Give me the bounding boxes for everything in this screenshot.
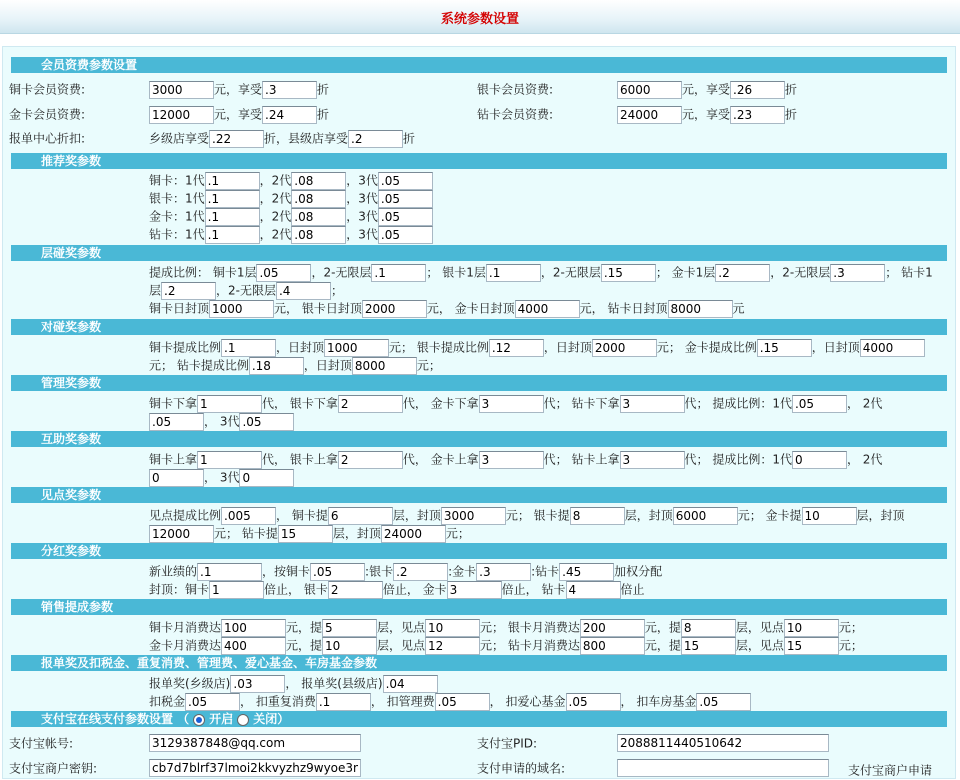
- diamond-weight-input[interactable]: [559, 563, 614, 581]
- car-fund-input[interactable]: [696, 693, 751, 711]
- off-label: 关闭: [253, 712, 278, 726]
- layer-unit: 层: [149, 283, 162, 298]
- section-layer-bonus: [11, 245, 947, 261]
- unit-label: 元；: [445, 526, 470, 541]
- silver-up-input[interactable]: [338, 451, 403, 469]
- alipay-on-radio[interactable]: [193, 714, 205, 726]
- point-label: 层，见点: [377, 620, 426, 635]
- diamond-rate-input[interactable]: [249, 357, 304, 375]
- gold-fee-input[interactable]: [149, 106, 214, 124]
- alipay-apply-row: [848, 761, 932, 779]
- pid-label: 支付宝PID:: [477, 736, 538, 751]
- silver-point-input[interactable]: [784, 619, 839, 637]
- performance-input[interactable]: [197, 563, 262, 581]
- rate3-label: ， 3代: [204, 470, 240, 485]
- gold-label: 代， 金卡下拿: [402, 396, 479, 411]
- section-pair-bonus: [11, 319, 947, 335]
- gen-label: ，2代: [259, 227, 292, 242]
- cap-label: 层，封顶: [856, 508, 905, 523]
- cap-label: 层，封顶: [624, 508, 673, 523]
- diamond-up-input[interactable]: [620, 451, 685, 469]
- section-title: 对碰奖参数: [41, 320, 102, 334]
- pair-row1: [149, 338, 925, 356]
- manage-row1: [149, 394, 882, 412]
- copper-daily-cap-input[interactable]: [209, 300, 274, 318]
- infinite-layer-label: ，2-无限层: [216, 283, 276, 298]
- silver-cap-input[interactable]: [592, 339, 657, 357]
- section-mutual-bonus: [11, 431, 947, 447]
- copper-rate-input[interactable]: [322, 619, 377, 637]
- mutual-row1: [149, 450, 882, 468]
- close-paren: ）: [277, 712, 290, 726]
- silver-weight-input[interactable]: [393, 563, 448, 581]
- point-row2: [149, 524, 470, 542]
- silver-down-input[interactable]: [338, 395, 403, 413]
- alipay-key-label-row: [9, 759, 97, 777]
- unit-label: 元；: [838, 638, 863, 653]
- gen3-input[interactable]: [378, 172, 433, 190]
- row-label: 钻卡：1代: [149, 227, 205, 242]
- town-label: 乡级店享受: [149, 131, 210, 146]
- town-label: 报单奖(乡级店): [149, 676, 231, 691]
- diamond-label: 元； 钻卡月消费达: [480, 638, 580, 653]
- rate-label: 代； 提成比例：1代: [684, 452, 792, 467]
- diamond-down-input[interactable]: [620, 395, 685, 413]
- point-label: 层，见点: [735, 620, 784, 635]
- diamond-layer-input[interactable]: [278, 525, 333, 543]
- silver-layer-input[interactable]: [570, 507, 625, 525]
- infinite-layer-label: ，2-无限层: [540, 265, 601, 280]
- recommend-row-gold: [149, 207, 433, 225]
- rate2-label: ， 2代: [846, 452, 883, 467]
- point-rate-label: 见点提成比例: [149, 508, 222, 523]
- silver-rate-input[interactable]: [681, 619, 736, 637]
- diamond-label: 代； 钻卡上拿: [543, 452, 620, 467]
- unit-label: 折: [785, 107, 798, 122]
- gen1-input[interactable]: [205, 226, 260, 244]
- gold-weight-input[interactable]: [476, 563, 531, 581]
- row-label: 银卡：1代: [149, 191, 205, 206]
- section-member-fee: [11, 57, 947, 73]
- point-label: 层，见点: [377, 638, 426, 653]
- silver-label: 代， 银卡上拿: [262, 452, 338, 467]
- love-label: ， 扣爱心基金: [489, 694, 566, 709]
- town-bonus-input[interactable]: [230, 675, 285, 693]
- alipay-domain-input[interactable]: [617, 759, 829, 777]
- silver-label: 代， 银卡下拿: [262, 396, 338, 411]
- layer-caps-row: [149, 299, 745, 317]
- center-discount-fields: [149, 129, 415, 147]
- copper-label: ，按铜卡: [262, 564, 311, 579]
- recommend-row-diamond: [149, 225, 433, 243]
- copper-rate-label: 铜卡提成比例: [149, 340, 222, 355]
- cap-label: ，日封顶: [811, 340, 860, 355]
- repeat-consume-input[interactable]: [316, 693, 371, 711]
- diamond-cap-input[interactable]: [352, 357, 417, 375]
- copper-label: ， 铜卡提: [276, 508, 328, 523]
- section-sales: [11, 599, 947, 615]
- diamond-cap-label: 元， 钻卡日封顶: [579, 301, 668, 316]
- alipay-pid-label-row: [477, 734, 537, 752]
- sales-row1: [149, 618, 863, 636]
- cap-label: 层，封顶: [332, 526, 381, 541]
- copper-label: 铜卡下拿: [149, 396, 198, 411]
- gen-label: ，3代: [346, 209, 378, 224]
- diamond-layer-label: ； 钻卡1: [885, 265, 933, 280]
- gold-label: :金卡: [448, 564, 477, 579]
- rate2-label: ， 2代: [846, 396, 883, 411]
- diamond-layer1-input[interactable]: [161, 282, 216, 300]
- diamond-label: 元； 钻卡提: [214, 526, 278, 541]
- point-rate-input[interactable]: [221, 507, 276, 525]
- silver-cap-input[interactable]: [328, 581, 383, 599]
- copper-down-input[interactable]: [197, 395, 262, 413]
- silver-label: 元； 银卡月消费达: [480, 620, 580, 635]
- gold-down-input[interactable]: [479, 395, 544, 413]
- unit-label: 折: [785, 82, 798, 97]
- on-label: 开启: [209, 712, 234, 726]
- unit-label: 元；: [838, 620, 863, 635]
- gold-label: 代， 金卡上拿: [402, 452, 479, 467]
- gold-layer-input[interactable]: [802, 507, 857, 525]
- center-discount-label: 报单中心折扣:: [9, 131, 86, 146]
- diamond-cap-input[interactable]: [566, 581, 621, 599]
- copper-label: 铜卡月消费达: [149, 620, 222, 635]
- tax-input[interactable]: [185, 693, 240, 711]
- gen3-input[interactable]: [378, 190, 433, 208]
- account-label: 支付宝帐号:: [9, 736, 74, 751]
- unit-label: 折: [317, 82, 330, 97]
- copper-fee-fields: [149, 80, 329, 98]
- gold-cap-label: 倍止， 金卡: [382, 582, 447, 597]
- cap-label: 封顶：铜卡: [149, 582, 210, 597]
- cap-label: 层，封顶: [392, 508, 441, 523]
- section-dividend: [11, 543, 947, 559]
- center-discount-row: [9, 129, 85, 147]
- weight-label: 加权分配: [614, 564, 663, 579]
- silver-cap-input[interactable]: [673, 507, 738, 525]
- dividend-row1: [149, 562, 662, 580]
- diamond-fee-row: [477, 105, 553, 123]
- county-label: 折，县级店享受: [264, 131, 349, 146]
- section-title: 层碰奖参数: [41, 246, 102, 260]
- page-title: 系统参数设置: [440, 12, 519, 27]
- gold-cap-input[interactable]: [447, 581, 502, 599]
- ti-label: 元，提: [644, 638, 681, 653]
- mutual-row2: [149, 468, 294, 486]
- diamond-cap-input[interactable]: [381, 525, 446, 543]
- diamond-infinite-input[interactable]: [276, 282, 331, 300]
- tax-label: 扣税金: [149, 694, 186, 709]
- gold-amount-input[interactable]: [221, 637, 286, 655]
- town-discount-input[interactable]: [209, 130, 264, 148]
- copper-cap-input[interactable]: [324, 339, 389, 357]
- copper-point-input[interactable]: [425, 619, 480, 637]
- section-title: 互助奖参数: [41, 432, 102, 446]
- unit-label: 倍止: [620, 582, 645, 597]
- silver-cap-label: 元， 银卡日封顶: [274, 301, 362, 316]
- alipay-title: 支付宝在线支付参数设置 （: [41, 712, 190, 726]
- ti-label: 元，提: [286, 638, 323, 653]
- diamond-label: :钻卡: [531, 564, 560, 579]
- layer-rates-row2: [149, 281, 343, 299]
- rate1-input[interactable]: [792, 451, 847, 469]
- gen2-input[interactable]: [291, 172, 346, 190]
- copper-discount-input[interactable]: [262, 81, 317, 99]
- copper-amount-input[interactable]: [221, 619, 286, 637]
- gold-cap-input[interactable]: [860, 339, 925, 357]
- gold-label: 金卡月消费达: [149, 638, 222, 653]
- diamond-rate-input[interactable]: [681, 637, 736, 655]
- section-point-bonus: [11, 487, 947, 503]
- gold-rate-input[interactable]: [757, 339, 812, 357]
- gold-fee-label: 金卡会员资费:: [9, 107, 86, 122]
- repeat-label: ， 扣重复消费: [240, 694, 316, 709]
- silver-fee-fields: [617, 80, 797, 98]
- alipay-account-input[interactable]: [149, 734, 361, 752]
- mgmt-label: ， 扣管理费: [370, 694, 435, 709]
- silver-layer1-input[interactable]: [486, 264, 541, 282]
- dividend-row2: [149, 580, 645, 598]
- section-title: 报单奖及扣税金、重复消费、管理费、爱心基金、车房基金参数: [41, 656, 378, 670]
- gen-label: ，3代: [346, 227, 378, 242]
- tax-row2: [149, 692, 751, 710]
- point-row1: [149, 506, 905, 524]
- silver-label: 元； 银卡提: [505, 508, 570, 523]
- gold-label: 元； 金卡提: [737, 508, 802, 523]
- alipay-key-input[interactable]: [149, 759, 361, 777]
- gold-point-input[interactable]: [425, 637, 480, 655]
- section-title: [41, 711, 289, 727]
- silver-rate-label: 元； 银卡提成比例: [389, 340, 489, 355]
- county-label: ， 报单奖(县级店): [285, 676, 383, 691]
- settings-panel: [2, 46, 956, 779]
- section-recommend: [11, 153, 947, 169]
- cap-label: ，日封顶: [543, 340, 592, 355]
- love-fund-input[interactable]: [566, 693, 621, 711]
- section-title: 管理奖参数: [41, 376, 102, 390]
- silver-discount-input[interactable]: [730, 81, 785, 99]
- gen1-input[interactable]: [205, 172, 260, 190]
- diamond-rate-label: 元； 钻卡提成比例: [149, 358, 249, 373]
- unit-label: 折: [403, 131, 416, 146]
- section-title: 会员资费参数设置: [41, 58, 138, 72]
- copper-layer-label: 提成比例： 铜卡1层: [149, 265, 257, 280]
- silver-fee-input[interactable]: [617, 81, 682, 99]
- alipay-apply-link[interactable]: 支付宝商户申请: [848, 763, 933, 778]
- tax-row1: [149, 674, 438, 692]
- gold-rate-label: 元； 金卡提成比例: [656, 340, 757, 355]
- diamond-cap-label: 倍止， 钻卡: [501, 582, 566, 597]
- gold-layer1-input[interactable]: [715, 264, 770, 282]
- county-discount-input[interactable]: [348, 130, 403, 148]
- rate3-input[interactable]: [239, 413, 294, 431]
- gen3-input[interactable]: [378, 226, 433, 244]
- car-label: ， 扣车房基金: [620, 694, 697, 709]
- copper-fee-row: [9, 80, 85, 98]
- gold-discount-input[interactable]: [262, 106, 317, 124]
- diamond-fee-fields: [617, 105, 797, 123]
- unit-label: 元，享受: [214, 82, 263, 97]
- silver-infinite-input[interactable]: [601, 264, 656, 282]
- diamond-fee-input[interactable]: [617, 106, 682, 124]
- gold-infinite-input[interactable]: [830, 264, 885, 282]
- gen-label: ，3代: [346, 191, 378, 206]
- infinite-layer-label: ，2-无限层: [311, 265, 372, 280]
- row-label: 金卡：1代: [149, 209, 205, 224]
- key-label: 支付宝商户密钥:: [9, 761, 98, 776]
- rate3-label: ， 3代: [204, 414, 240, 429]
- silver-fee-row: [477, 80, 553, 98]
- gen-label: ，2代: [259, 191, 292, 206]
- section-title: 推荐奖参数: [41, 154, 102, 168]
- title-bar: [0, 0, 960, 34]
- silver-fee-label: 银卡会员资费:: [477, 82, 554, 97]
- rate-label: 代； 提成比例：1代: [684, 396, 792, 411]
- diamond-amount-input[interactable]: [580, 637, 645, 655]
- unit-label: 元: [732, 301, 745, 316]
- unit-label: 元，享受: [682, 107, 731, 122]
- diamond-discount-input[interactable]: [730, 106, 785, 124]
- copper-label: 铜卡上拿: [149, 452, 198, 467]
- manage-row2: [149, 412, 294, 430]
- county-bonus-input[interactable]: [383, 675, 438, 693]
- rate1-input[interactable]: [792, 395, 847, 413]
- recommend-row-copper: [149, 171, 433, 189]
- gold-up-input[interactable]: [479, 451, 544, 469]
- pair-row2: [149, 356, 441, 374]
- section-deductions: [11, 655, 947, 671]
- alipay-account-label-row: [9, 734, 73, 752]
- gen1-input[interactable]: [205, 208, 260, 226]
- section-title: 销售提成参数: [41, 600, 114, 614]
- point-label: 层，见点: [735, 638, 784, 653]
- gold-cap-label: 元， 金卡日封顶: [426, 301, 515, 316]
- domain-label: 支付申请的域名:: [477, 761, 566, 776]
- alipay-domain-label-row: [477, 759, 565, 777]
- unit-label: 折: [317, 107, 330, 122]
- unit-label: 元，享受: [682, 82, 731, 97]
- ti-label: 元，提: [286, 620, 323, 635]
- section-manage-bonus: [11, 375, 947, 391]
- section-title: 见点奖参数: [41, 488, 102, 502]
- silver-label: :银卡: [365, 564, 394, 579]
- row-label: 铜卡：1代: [149, 173, 205, 188]
- infinite-layer-label: ，2-无限层: [770, 265, 831, 280]
- copper-infinite-input[interactable]: [371, 264, 426, 282]
- copper-fee-label: 铜卡会员资费:: [9, 82, 86, 97]
- unit-label: 元；: [416, 358, 441, 373]
- perf-label: 新业绩的: [149, 564, 198, 579]
- copper-fee-input[interactable]: [149, 81, 214, 99]
- gen-label: ，3代: [346, 173, 378, 188]
- gen2-input[interactable]: [291, 208, 346, 226]
- copper-up-input[interactable]: [197, 451, 262, 469]
- silver-layer-label: ； 银卡1层: [426, 265, 486, 280]
- diamond-point-input[interactable]: [784, 637, 839, 655]
- gold-fee-row: [9, 105, 85, 123]
- gen1-input[interactable]: [205, 190, 260, 208]
- diamond-daily-cap-input[interactable]: [668, 300, 733, 318]
- rate3-input[interactable]: [239, 469, 294, 487]
- copper-layer1-input[interactable]: [256, 264, 311, 282]
- section-alipay: [11, 711, 947, 727]
- section-title: 分红奖参数: [41, 544, 102, 558]
- layer-rates-row1: [149, 263, 933, 281]
- gen-label: ，2代: [259, 173, 292, 188]
- diamond-label: 代； 钻卡下拿: [543, 396, 620, 411]
- gen-label: ，2代: [259, 209, 292, 224]
- gen2-input[interactable]: [291, 226, 346, 244]
- cap-label: ，日封顶: [276, 340, 325, 355]
- diamond-fee-label: 钻卡会员资费:: [477, 107, 554, 122]
- gold-cap-input[interactable]: [149, 525, 214, 543]
- rate2-input[interactable]: [149, 413, 204, 431]
- copper-rate-input[interactable]: [221, 339, 276, 357]
- cap-label: ，日封顶: [303, 358, 352, 373]
- silver-daily-cap-input[interactable]: [362, 300, 427, 318]
- copper-cap-input[interactable]: [209, 581, 264, 599]
- gen2-input[interactable]: [291, 190, 346, 208]
- recommend-row-silver: [149, 189, 433, 207]
- rate2-input[interactable]: [149, 469, 204, 487]
- silver-rate-input[interactable]: [489, 339, 544, 357]
- copper-cap-label: 铜卡日封顶: [149, 301, 210, 316]
- gold-layer-label: ； 金卡1层: [655, 265, 716, 280]
- copper-layer-input[interactable]: [328, 507, 393, 525]
- mgmt-fee-input[interactable]: [435, 693, 490, 711]
- alipay-pid-input[interactable]: [617, 734, 829, 752]
- gen3-input[interactable]: [378, 208, 433, 226]
- silver-amount-input[interactable]: [580, 619, 645, 637]
- sales-row2: [149, 636, 863, 654]
- copper-weight-input[interactable]: [310, 563, 365, 581]
- silver-cap-label: 倍止， 银卡: [264, 582, 328, 597]
- gold-rate-input[interactable]: [322, 637, 377, 655]
- gold-daily-cap-input[interactable]: [515, 300, 580, 318]
- ti-label: 元，提: [644, 620, 681, 635]
- gold-fee-fields: [149, 105, 329, 123]
- alipay-off-radio[interactable]: [237, 714, 249, 726]
- unit-label: 元，享受: [214, 107, 263, 122]
- separator: ；: [330, 283, 343, 298]
- copper-cap-input[interactable]: [441, 507, 506, 525]
